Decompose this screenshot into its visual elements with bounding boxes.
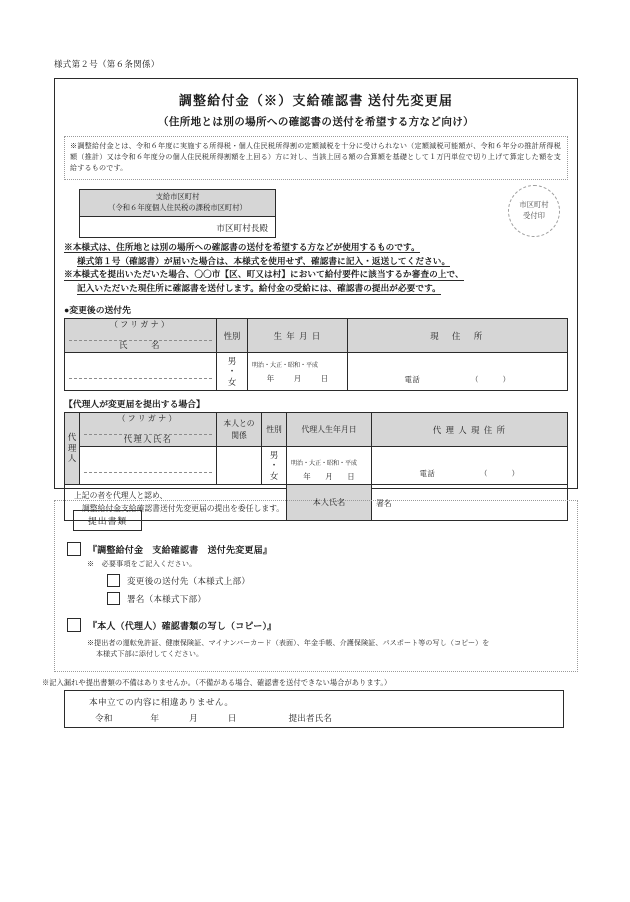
proxy-input-row [65, 447, 568, 485]
footer-warning: ※記入漏れや提出書類の不備はありませんか。（不備がある場合、確認書を送付できない場合があります。） [42, 679, 392, 687]
notice-line: ※本様式は、住所地とは別の場所への確認書の送付を希望する方などが使用するものです。 [64, 241, 420, 252]
name-input-cell[interactable] [65, 353, 217, 391]
table-header-row [65, 319, 568, 353]
submission-subitem[interactable] [107, 574, 565, 587]
day-label[interactable]: 日 [227, 713, 237, 723]
proxy-furigana-input-line[interactable] [84, 462, 212, 473]
item1-label: 『調整給付金 支給確認書 送付先変更届』 [88, 545, 273, 555]
proxy-section-heading: 【代理人が変更届を提出する場合】 [64, 399, 205, 410]
month-label: 月 [293, 373, 302, 383]
telephone-paren[interactable]: （ ） [471, 375, 511, 385]
self-name-label: 本人氏名 [287, 485, 372, 521]
page-title: 調整給付金（※）支給確認書 送付先変更届 [178, 93, 454, 108]
submission-documents-box [54, 500, 578, 672]
proxy-birthdate-input-cell[interactable] [287, 447, 372, 485]
birthdate-input-cell[interactable] [248, 353, 348, 391]
proxy-header-relation [217, 413, 262, 447]
proxy-sex-option-male[interactable]: 男 [269, 449, 279, 460]
form-number: 様式第２号（第６条関係） [54, 59, 160, 69]
proxy-header-row [65, 413, 568, 447]
proxy-day-label: 日 [347, 472, 355, 482]
notice-list [64, 241, 568, 297]
telephone-row[interactable] [349, 358, 566, 385]
delegation-line1: 上記の者を代理人と認め、 [74, 491, 168, 501]
sex-option-male[interactable]: 男 [227, 355, 237, 366]
item2-note-line1: ※提出者の運転免許証、健康保険証、マイナンバーカード（表面）、年金手帳、介護保険証、パスポート等の写し（コピー）を [87, 639, 490, 647]
subitem-label: 署名（本様式下部） [127, 594, 207, 604]
sex-select-cell[interactable] [217, 353, 248, 391]
item2-label: 『本人（代理人）確認書類の写し（コピー）』 [88, 621, 277, 631]
proxy-telephone-paren[interactable]: （ ） [480, 469, 520, 479]
declaration-box [64, 690, 564, 728]
delegation-line2: 調整給付金支給確認書送付先変更届の提出を委任します。 [82, 503, 285, 513]
proxy-relation-input-cell[interactable] [217, 447, 262, 485]
year-label: 年 [266, 373, 275, 383]
furigana-input-line[interactable] [69, 368, 212, 379]
telephone-label: 電話 [404, 375, 421, 385]
seal-label-line2: 受付印 [523, 210, 545, 220]
proxy-sex-option-female[interactable]: 女 [269, 470, 279, 481]
furigana-label: （フリガナ） [109, 320, 172, 330]
destination-table [64, 318, 568, 391]
proxy-header-birthdate: 代理人生年月日 [287, 413, 372, 447]
item1-note: ※ 必要事項をご記入ください。 [87, 560, 197, 568]
proxy-header-name-cell [80, 413, 217, 447]
destination-section-heading: ●変更後の送付先 [64, 305, 131, 316]
sex-option-female[interactable]: 女 [227, 376, 237, 387]
signature-label: 署名 [376, 499, 392, 509]
proxy-header-address: 代 理 人 現 住 所 [372, 413, 568, 447]
municipality-row [64, 189, 568, 237]
municipality-box [79, 189, 276, 239]
proxy-name-input-cell[interactable] [80, 447, 217, 485]
proxy-telephone-row[interactable] [373, 452, 566, 479]
header-sex: 性別 [217, 319, 248, 353]
notice-line: ※本様式を提出いただいた場合、〇〇市【区、町又は村】において給付要件に該当するか審査の上で、 [64, 269, 464, 280]
address-input-cell[interactable] [348, 353, 568, 391]
ymd-row[interactable] [249, 369, 346, 384]
day-label: 日 [320, 373, 329, 383]
checkbox-identity-document[interactable] [67, 618, 81, 632]
declaration-date-row[interactable] [65, 712, 563, 724]
municipality-header [80, 190, 275, 218]
table-input-row [65, 353, 568, 391]
checkbox-signature-lower[interactable] [107, 592, 120, 605]
submission-tag: 提出書類 [73, 510, 142, 531]
proxy-era-options[interactable]: 明治・大正・昭和・平成 [291, 461, 357, 468]
proxy-sex-select-cell[interactable] [262, 447, 287, 485]
submission-subitem[interactable] [107, 592, 565, 605]
item2-note [87, 638, 565, 661]
proxy-furigana-label: （フリガナ） [117, 414, 179, 424]
subitem-label: 変更後の送付先（本様式上部） [127, 576, 251, 586]
municipality-mayor-field[interactable]: 市区町村長殿 [216, 223, 268, 234]
proxy-ymd-row[interactable] [288, 467, 370, 482]
proxy-name-label: 代理人氏名 [123, 435, 173, 445]
submitter-name-label[interactable]: 提出者氏名 [288, 713, 332, 723]
header-birthdate: 生 年 月 日 [248, 319, 348, 353]
era-label: 令和 [95, 713, 113, 723]
checkbox-change-notification[interactable] [67, 542, 81, 556]
proxy-year-label: 年 [303, 472, 311, 482]
municipality-header-line2: （令和６年度個人住民税の課税市区町村） [108, 202, 247, 212]
submission-item-1[interactable] [67, 542, 565, 556]
item2-note-line2: 本様式下部に添付してください。 [96, 650, 204, 659]
furigana-dash-line [69, 330, 212, 341]
proxy-header-sex: 性別 [262, 413, 287, 447]
page-subtitle: （住所地とは別の場所への確認書の送付を希望する方など向け） [157, 117, 475, 128]
year-label[interactable]: 年 [150, 713, 160, 723]
relation-label-line2: 関係 [231, 430, 247, 440]
header-name-cell [65, 319, 217, 353]
notice-line: 様式第１号（確認書）が届いた場合は、本様式を使用せず、確認書に記入・返送してください。 [77, 255, 451, 266]
proxy-vertical-label: 代理人 [65, 413, 80, 485]
header-address: 現 住 所 [348, 319, 568, 353]
relation-label-line1: 本人との [223, 419, 255, 429]
proxy-address-input-cell[interactable] [372, 447, 568, 485]
submission-item-2[interactable] [67, 618, 565, 632]
proxy-furigana-dash-line [84, 424, 212, 435]
name-label: 氏 名 [119, 341, 162, 351]
seal-label-line1: 市区町村 [519, 200, 549, 210]
checkbox-destination-upper[interactable] [107, 574, 120, 587]
proxy-telephone-label: 電話 [419, 469, 436, 479]
program-description-note: ※調整給付金とは、令和６年度に実施する所得税・個人住民税所得割の定額減税を十分に受けられない（定額減税可能額が、令和６年分の推計所得税額（推計）又は令和６年度分の個人住民税所得割額を上回る）方に対し、当該上回る額の合算額を基礎として１万円単位で切り上げて算定した額を支給するものです。 [64, 136, 568, 180]
proxy-month-label: 月 [325, 472, 333, 482]
item1-sub-list [107, 574, 565, 605]
proxy-sex-separator: ・ [269, 460, 279, 471]
main-form-box [54, 78, 578, 513]
era-options[interactable]: 明治・大正・昭和・平成 [252, 362, 318, 369]
reception-seal-circle [508, 185, 560, 237]
month-label[interactable]: 月 [189, 713, 198, 723]
sex-separator: ・ [227, 366, 237, 377]
municipality-header-line1: 支給市区町村 [155, 191, 200, 201]
notice-line: 記入いただいた現住所に確認書を送付します。給付金の受給には、確認書の提出が必要です。 [77, 283, 441, 294]
declaration-statement: 本申立ての内容に相違ありません。 [89, 697, 234, 707]
